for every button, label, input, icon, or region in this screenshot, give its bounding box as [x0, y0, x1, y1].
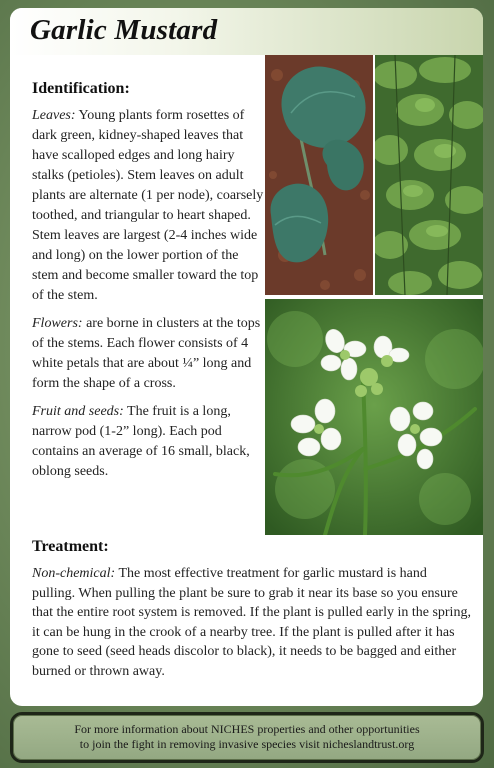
flowers-photo	[265, 299, 483, 535]
leaves-text: Young plants form rosettes of dark green, kidney-shaped leaves that have scalloped edges and long hairy stalks (petioles). Stem leaves on adult plants are alternate (1 per node), coarsely toothed, and triangular to heart shaped. Stem leaves are largest (2-4 inches wide and long) on the lower portion of the stem and become smaller toward the top of the stem.	[32, 108, 264, 303]
leaves-paragraph	[32, 106, 264, 306]
flowers-label: Flowers:	[32, 316, 83, 331]
footer-text	[13, 722, 481, 752]
title-bar	[10, 8, 483, 55]
treatment-heading: Treatment:	[32, 538, 109, 555]
nonchemical-label: Non-chemical:	[32, 566, 116, 581]
fruit-label: Fruit and seeds:	[32, 404, 124, 419]
flowers-paragraph	[32, 314, 264, 394]
page-title: Garlic Mustard	[30, 14, 218, 46]
treatment-section	[32, 538, 472, 689]
photo-collage	[265, 55, 483, 535]
fruit-text: The fruit is a long, narrow pod (1-2” long). Each pod contains an average of 16 small, black, oblong seeds.	[32, 404, 250, 479]
footer-banner	[10, 712, 484, 763]
identification-heading: Identification:	[32, 80, 130, 97]
nonchemical-text: The most effective treatment for garlic mustard is hand pulling. When pulling the plant be sure to grab it near its base so you ensure that the entire root system is removed. If the plant is pulled early in the spring, it can be hung in the crook of a nearby tree. If the plant is pulled after it has gone to seed (seed heads discolor to black), it needs to be bagged and either burned or thrown away.	[32, 566, 471, 679]
identification-section	[32, 80, 264, 490]
fruit-paragraph	[32, 402, 264, 482]
flowers-text: are borne in clusters at the tops of the stems. Each flower consists of 4 white petals that are about ¼” long and form the shape of a cross.	[32, 316, 261, 391]
leaves-label: Leaves:	[32, 108, 76, 123]
footer-line-1: For more information about NICHES properties and other opportunities	[74, 722, 420, 736]
info-card	[10, 8, 483, 706]
stem-leaves-photo	[375, 55, 483, 295]
footer-line-2: to join the fight in removing invasive species visit nicheslandtrust.org	[79, 737, 415, 751]
nonchemical-paragraph	[32, 564, 472, 681]
rosette-leaves-photo	[265, 55, 373, 295]
